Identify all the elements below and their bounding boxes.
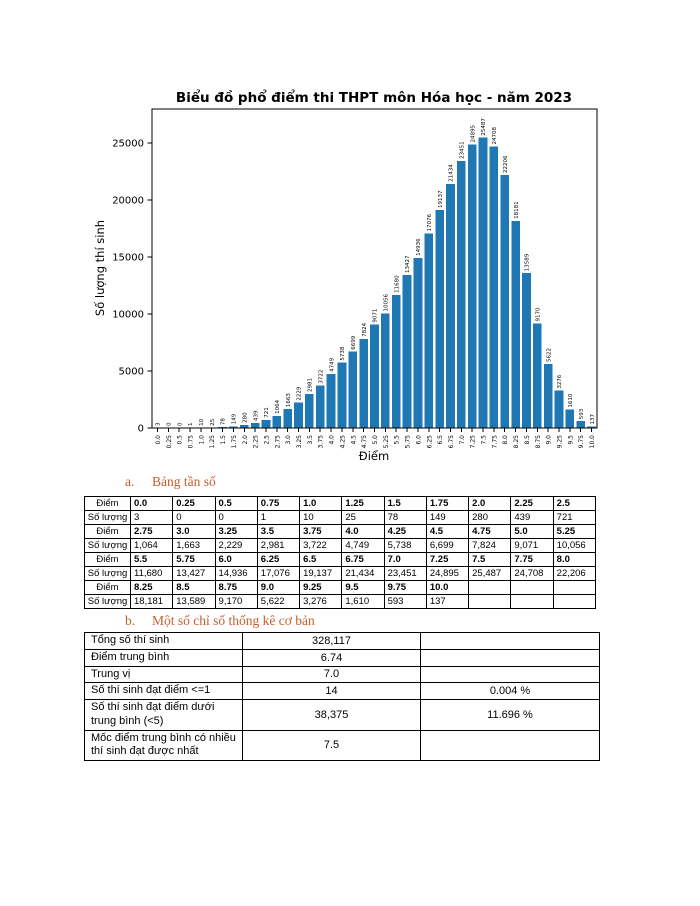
x-tick-label: 0.25 (165, 435, 173, 449)
x-tick-label: 6.0 (415, 435, 423, 445)
freq-score-cell: 6.0 (215, 553, 257, 567)
statistics-table (84, 632, 600, 761)
freq-count-cell: 1,663 (173, 539, 215, 553)
x-tick-label: 4.0 (328, 435, 336, 445)
stat-value: 328,117 (243, 633, 421, 650)
freq-count-cell: 25 (342, 511, 384, 525)
bar-5.0 (370, 325, 379, 428)
x-axis-ticks (155, 428, 596, 448)
bar-value-label: 24708 (492, 127, 499, 145)
stat-label: Mốc điểm trung bình có nhiều thí sinh đạt được nhất (85, 730, 243, 761)
bar-value-label: 5738 (340, 346, 347, 361)
bar-9.75 (576, 421, 585, 428)
bar-value-label: 19137 (437, 190, 444, 208)
x-tick-label: 7.5 (480, 435, 488, 445)
bar-value-label: 1 (188, 422, 195, 426)
freq-score-cell: 7.75 (511, 553, 553, 567)
bar-value-label: 2981 (307, 378, 314, 393)
freq-count-cell: 22,206 (553, 567, 595, 581)
chart-title: Biểu đồ phổ điểm thi THPT môn Hóa học - năm 2023 (175, 90, 573, 106)
freq-count-cell: 21,434 (342, 567, 384, 581)
y-tick-label: 20000 (112, 195, 144, 207)
x-tick-label: 4.75 (361, 435, 369, 449)
frequency-table (84, 496, 596, 609)
freq-count-cell: 2,229 (215, 539, 257, 553)
bar-3.0 (283, 409, 292, 428)
y-tick-label: 15000 (112, 252, 144, 264)
x-tick-label: 1.5 (220, 435, 228, 445)
freq-count-cell: 1,064 (131, 539, 173, 553)
freq-score-cell: 5.25 (553, 525, 595, 539)
stat-label: Trung vị (85, 666, 243, 683)
bar-value-label: 6699 (350, 335, 357, 350)
freq-row-label: Điểm (85, 525, 131, 539)
bar-7.0 (457, 161, 466, 428)
freq-score-cell: 7.25 (426, 553, 468, 567)
bar-value-label: 22206 (502, 155, 509, 174)
x-tick-label: 6.25 (426, 435, 434, 449)
x-tick-label: 2.0 (241, 435, 249, 445)
stat-value: 14 (243, 683, 421, 700)
freq-score-row (85, 581, 596, 595)
freq-count-cell: 1 (257, 511, 299, 525)
x-tick-label: 4.25 (339, 435, 347, 449)
bar-3.25 (294, 403, 303, 428)
freq-score-cell: 1.25 (342, 497, 384, 511)
freq-count-row (85, 539, 596, 553)
freq-count-cell: 19,137 (300, 567, 342, 581)
bar-value-label: 25487 (481, 118, 488, 136)
bar-5.25 (381, 313, 390, 428)
freq-score-cell: 3.0 (173, 525, 215, 539)
x-tick-label: 1.75 (230, 435, 238, 449)
bar-5.5 (392, 295, 401, 428)
freq-score-cell: 5.5 (131, 553, 173, 567)
bar-value-label: 1064 (275, 399, 282, 414)
x-tick-label: 9.25 (556, 435, 564, 449)
x-tick-label: 10.0 (589, 435, 597, 449)
freq-score-row (85, 497, 596, 511)
bar-6.75 (446, 184, 455, 428)
freq-score-cell: 2.0 (469, 497, 511, 511)
stat-row (85, 700, 600, 731)
bar-3.5 (305, 394, 314, 428)
stat-percent (421, 730, 600, 761)
freq-count-cell: 3 (131, 511, 173, 525)
x-tick-label: 1.25 (209, 435, 217, 449)
bar-value-label: 25 (209, 418, 216, 426)
x-tick-label: 2.25 (252, 435, 260, 449)
bar-9.0 (544, 364, 553, 428)
x-tick-label: 8.0 (502, 435, 510, 445)
bar-value-label: 137 (589, 413, 596, 425)
freq-score-cell: 0.5 (215, 497, 257, 511)
freq-score-cell: 8.25 (131, 581, 173, 595)
x-tick-label: 2.5 (263, 435, 271, 445)
freq-count-cell: 5,738 (384, 539, 426, 553)
x-tick-label: 9.0 (545, 435, 553, 445)
bar-value-label: 11680 (394, 275, 401, 293)
stat-label: Tổng số thí sinh (85, 633, 243, 650)
stat-value: 7.0 (243, 666, 421, 683)
freq-row-label: Điểm (85, 581, 131, 595)
freq-score-cell: 1.5 (384, 497, 426, 511)
y-axis-label: Số lượng thí sinh (93, 219, 107, 317)
bar-8.0 (500, 175, 509, 428)
freq-count-cell: 593 (384, 595, 426, 609)
stat-label: Số thí sinh đạt điểm <=1 (85, 683, 243, 700)
x-tick-label: 4.5 (350, 435, 358, 445)
bar-value-label: 78 (220, 418, 227, 426)
bar-4.0 (327, 374, 336, 428)
freq-count-cell: 25,487 (469, 567, 511, 581)
freq-score-cell: 7.5 (469, 553, 511, 567)
freq-score-cell: 4.0 (342, 525, 384, 539)
bar-value-label: 17076 (426, 213, 433, 232)
freq-score-cell: 0.75 (257, 497, 299, 511)
freq-count-cell: 6,699 (426, 539, 468, 553)
freq-count-cell: 280 (469, 511, 511, 525)
bar-value-label: 10 (199, 418, 206, 426)
bar-value-label: 1610 (568, 393, 575, 408)
x-tick-label: 5.75 (404, 435, 412, 449)
freq-score-cell: 0.25 (173, 497, 215, 511)
bar-4.75 (359, 339, 368, 428)
section-title: Một số chỉ số thống kê cơ bản (152, 613, 315, 628)
freq-score-cell: 10.0 (426, 581, 468, 595)
freq-count-cell: 3,722 (300, 539, 342, 553)
freq-count-cell: 5,622 (257, 595, 299, 609)
freq-count-cell: 18,181 (131, 595, 173, 609)
freq-score-cell: 6.75 (342, 553, 384, 567)
freq-count-cell: 14,936 (215, 567, 257, 581)
bar-9.25 (555, 391, 564, 428)
bar-value-label: 24895 (470, 124, 477, 143)
y-tick-label: 10000 (112, 309, 144, 321)
freq-count-cell: 10 (300, 511, 342, 525)
freq-count-cell (553, 595, 595, 609)
bar-value-label: 4749 (329, 357, 336, 372)
bar-value-label: 0 (166, 422, 173, 426)
section-index: a. (125, 474, 135, 489)
bar-6.5 (435, 210, 444, 428)
bar-8.75 (533, 324, 542, 428)
freq-count-cell: 11,680 (131, 567, 173, 581)
freq-row-label: Điểm (85, 553, 131, 567)
freq-count-cell: 24,895 (426, 567, 468, 581)
freq-count-cell: 4,749 (342, 539, 384, 553)
bar-value-label: 3276 (557, 374, 564, 389)
freq-count-cell: 439 (511, 511, 553, 525)
freq-score-cell: 3.5 (257, 525, 299, 539)
bar-value-label: 7824 (361, 322, 368, 337)
x-tick-label: 6.75 (447, 435, 455, 449)
bar-value-label: 1663 (285, 393, 292, 408)
x-tick-label: 9.5 (567, 435, 575, 445)
stat-label: Số thí sinh đạt điểm dưới trung bình (<5) (85, 700, 243, 731)
freq-score-row (85, 553, 596, 567)
bar-value-label: 10056 (383, 293, 390, 312)
freq-row-label: Số lượng (85, 567, 131, 581)
x-tick-label: 0.75 (187, 435, 195, 449)
x-tick-label: 8.75 (534, 435, 542, 449)
x-tick-label: 0.0 (154, 435, 162, 445)
bar-value-label: 3722 (318, 369, 325, 384)
bar-7.25 (468, 144, 477, 428)
x-tick-label: 9.75 (578, 435, 586, 449)
stat-value: 38,375 (243, 700, 421, 731)
bars-group (153, 118, 596, 428)
freq-count-row (85, 511, 596, 525)
freq-row-label: Số lượng (85, 539, 131, 553)
stat-percent (421, 633, 600, 650)
y-tick-label: 0 (137, 423, 144, 435)
x-axis-label: Điểm (358, 449, 390, 463)
freq-score-cell: 3.75 (300, 525, 342, 539)
freq-score-cell: 6.5 (300, 553, 342, 567)
freq-count-cell: 721 (553, 511, 595, 525)
bar-2.5 (262, 420, 271, 428)
freq-count-cell: 13,589 (173, 595, 215, 609)
bar-value-label: 2229 (296, 386, 303, 401)
freq-count-cell: 23,451 (384, 567, 426, 581)
bar-8.25 (511, 221, 520, 428)
freq-score-cell: 3.25 (215, 525, 257, 539)
stat-value: 6.74 (243, 649, 421, 666)
freq-count-cell: 10,056 (553, 539, 595, 553)
section-heading-frequency-table (125, 474, 216, 490)
stat-row (85, 683, 600, 700)
freq-count-cell: 0 (173, 511, 215, 525)
bar-value-label: 9170 (535, 307, 542, 322)
freq-count-cell: 9,071 (511, 539, 553, 553)
x-tick-label: 8.5 (523, 435, 531, 445)
bar-3.75 (316, 386, 325, 428)
freq-score-cell: 8.5 (173, 581, 215, 595)
freq-score-row (85, 525, 596, 539)
freq-count-cell: 9,170 (215, 595, 257, 609)
freq-score-cell: 6.25 (257, 553, 299, 567)
freq-count-cell: 2,981 (257, 539, 299, 553)
x-tick-label: 2.75 (274, 435, 282, 449)
freq-score-cell: 9.25 (300, 581, 342, 595)
bar-7.5 (479, 138, 488, 428)
bar-8.5 (522, 273, 531, 428)
freq-count-cell: 137 (426, 595, 468, 609)
freq-score-cell: 4.5 (426, 525, 468, 539)
freq-score-cell (553, 581, 595, 595)
stat-value: 7.5 (243, 730, 421, 761)
bar-value-label: 18181 (513, 201, 520, 219)
x-tick-label: 5.0 (372, 435, 379, 445)
bar-7.75 (490, 147, 499, 428)
freq-row-label: Điểm (85, 497, 131, 511)
freq-score-cell: 4.75 (469, 525, 511, 539)
freq-count-cell: 78 (384, 511, 426, 525)
bar-value-label: 23451 (459, 141, 466, 159)
freq-count-cell: 1,610 (342, 595, 384, 609)
bar-value-label: 5622 (546, 347, 553, 362)
y-axis-ticks (112, 139, 152, 435)
bar-value-label: 9071 (372, 308, 379, 323)
bar-6.0 (414, 258, 423, 428)
y-tick-label: 5000 (118, 366, 144, 378)
bar-2.75 (272, 416, 281, 428)
freq-count-cell: 13,427 (173, 567, 215, 581)
bar-value-label: 21434 (448, 164, 455, 182)
freq-score-cell: 9.75 (384, 581, 426, 595)
freq-count-cell (469, 595, 511, 609)
bar-6.25 (424, 233, 433, 428)
freq-score-cell: 1.0 (300, 497, 342, 511)
freq-score-cell: 8.75 (215, 581, 257, 595)
section-title: Bảng tần số (152, 474, 216, 489)
x-tick-label: 7.0 (458, 435, 466, 445)
stat-row (85, 666, 600, 683)
freq-count-cell (511, 595, 553, 609)
bar-value-label: 149 (231, 413, 238, 425)
bar-4.5 (348, 352, 357, 428)
freq-count-row (85, 567, 596, 581)
x-tick-label: 3.25 (296, 435, 304, 449)
freq-count-cell: 0 (215, 511, 257, 525)
stat-percent (421, 666, 600, 683)
freq-score-cell: 0.0 (131, 497, 173, 511)
x-tick-label: 3.5 (306, 435, 314, 445)
stat-row (85, 633, 600, 650)
freq-score-cell (469, 581, 511, 595)
stat-row (85, 730, 600, 761)
stat-percent: 0.004 % (421, 683, 600, 700)
stat-label: Điểm trung bình (85, 649, 243, 666)
stat-row (85, 649, 600, 666)
x-tick-label: 3.0 (285, 435, 293, 445)
y-tick-label: 25000 (112, 138, 144, 150)
bar-9.5 (566, 410, 575, 428)
x-tick-label: 5.5 (393, 435, 401, 445)
freq-count-cell: 3,276 (300, 595, 342, 609)
x-tick-label: 3.75 (317, 435, 325, 449)
score-distribution-chart (0, 80, 700, 480)
x-tick-label: 1.0 (198, 435, 206, 445)
bar-value-label: 593 (578, 408, 585, 420)
freq-count-cell: 17,076 (257, 567, 299, 581)
bar-value-label: 13589 (524, 253, 531, 272)
freq-score-cell: 1.75 (426, 497, 468, 511)
bar-value-label: 14936 (416, 238, 423, 256)
x-tick-label: 0.5 (176, 435, 184, 445)
stat-percent: 11.696 % (421, 700, 600, 731)
x-tick-label: 7.25 (469, 435, 477, 449)
x-tick-label: 6.5 (437, 435, 445, 445)
bar-4.25 (338, 363, 347, 428)
freq-score-cell: 4.25 (384, 525, 426, 539)
section-heading-statistics (125, 613, 315, 629)
bar-value-label: 3 (155, 422, 162, 426)
freq-row-label: Số lượng (85, 595, 131, 609)
freq-score-cell: 8.0 (553, 553, 595, 567)
freq-count-row (85, 595, 596, 609)
section-index: b. (125, 613, 136, 628)
freq-row-label: Số lượng (85, 511, 131, 525)
freq-score-cell: 2.75 (131, 525, 173, 539)
bar-5.75 (403, 275, 412, 428)
x-tick-label: 8.25 (513, 435, 521, 449)
bar-value-label: 721 (264, 407, 271, 418)
freq-score-cell: 2.25 (511, 497, 553, 511)
freq-score-cell: 9.0 (257, 581, 299, 595)
bar-value-label: 439 (253, 410, 260, 421)
freq-count-cell: 149 (426, 511, 468, 525)
freq-count-cell: 7,824 (469, 539, 511, 553)
freq-count-cell: 24,708 (511, 567, 553, 581)
freq-score-cell: 7.0 (384, 553, 426, 567)
freq-score-cell (511, 581, 553, 595)
bar-value-label: 280 (242, 412, 249, 423)
freq-score-cell: 2.5 (553, 497, 595, 511)
x-tick-label: 5.25 (382, 435, 390, 449)
bar-value-label: 13427 (405, 255, 412, 274)
freq-score-cell: 9.5 (342, 581, 384, 595)
bar-2.25 (251, 423, 260, 428)
x-tick-label: 7.75 (491, 435, 499, 449)
freq-score-cell: 5.75 (173, 553, 215, 567)
bar-value-label: 0 (177, 422, 184, 426)
stat-percent (421, 649, 600, 666)
freq-score-cell: 5.0 (511, 525, 553, 539)
